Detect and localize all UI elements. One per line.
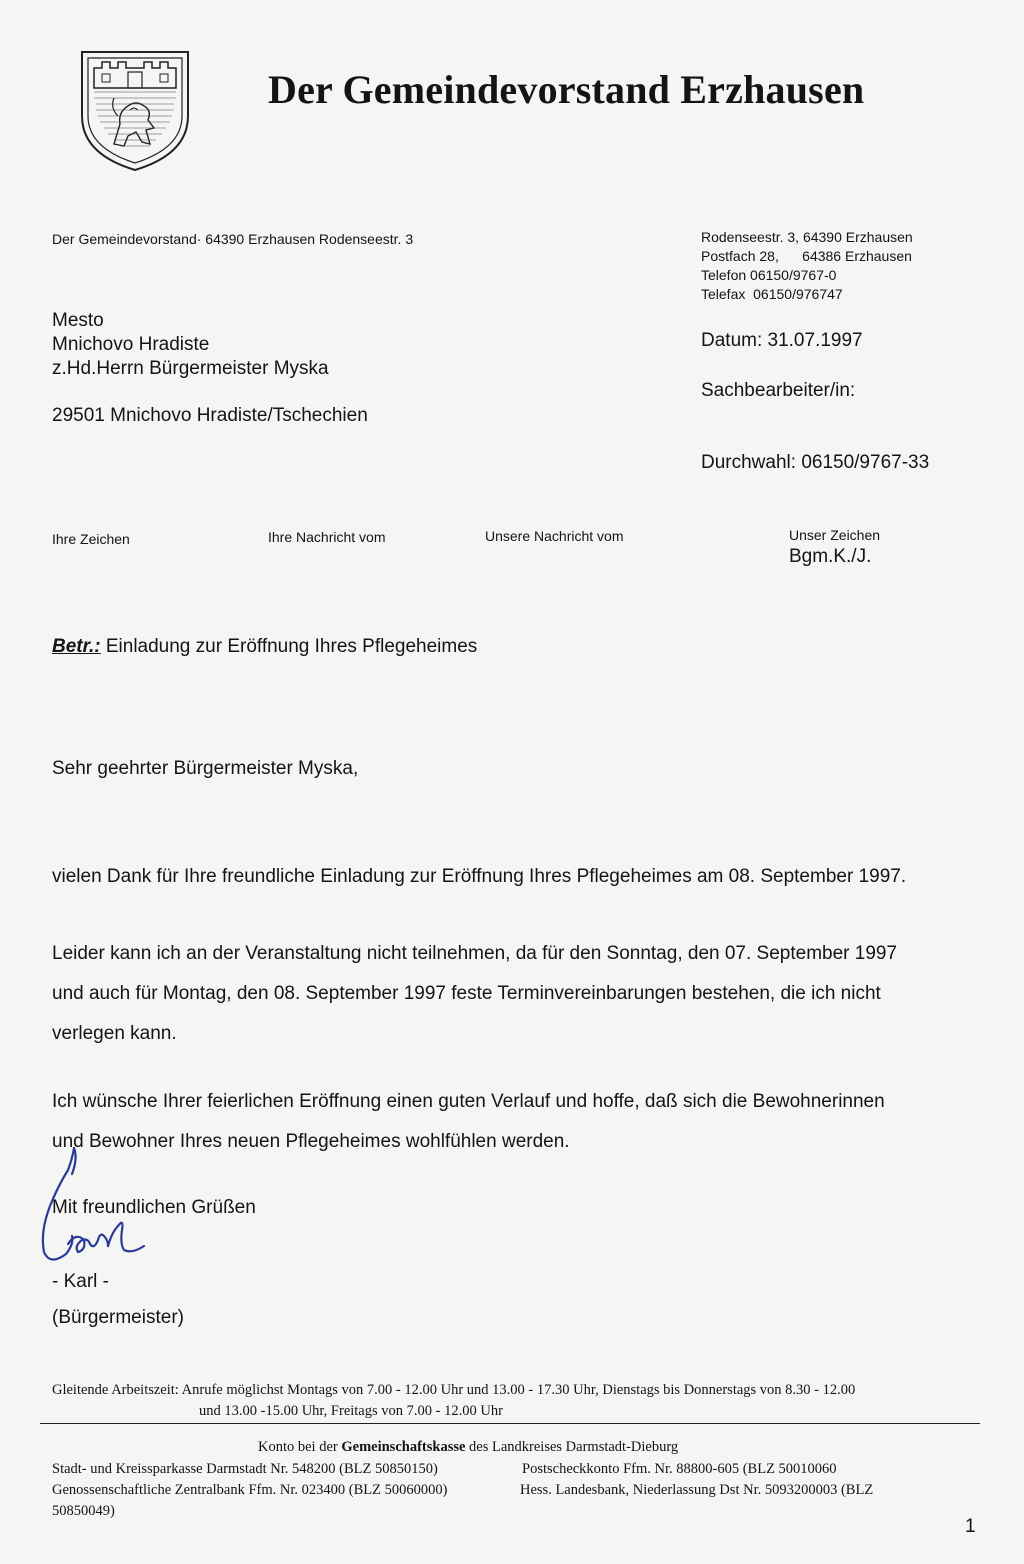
letter-date: Datum: 31.07.1997 bbox=[701, 330, 863, 351]
closing: Mit freundlichen Grüßen bbox=[52, 1197, 256, 1218]
body-line: und auch für Montag, den 08. September 1997 feste Terminvereinbarungen bestehen, die ich nicht bbox=[52, 983, 881, 1004]
recipient-city: 29501 Mnichovo Hradiste/Tschechien bbox=[52, 405, 368, 426]
ref-our-ref-value: Bgm.K./J. bbox=[789, 546, 872, 567]
subject-text: Einladung zur Eröffnung Ihres Pflegeheimes bbox=[100, 636, 478, 657]
body-line: Ich wünsche Ihrer feierlichen Eröffnung einen guten Verlauf und hoffe, daß sich die Bewohnerinnen bbox=[52, 1091, 885, 1112]
bank-account: Stadt- und Kreissparkasse Darmstadt Nr. 548200 (BLZ 50850150) bbox=[52, 1461, 438, 1477]
recipient-address bbox=[52, 309, 329, 381]
body-line: Leider kann ich an der Veranstaltung nicht teilnehmen, da für den Sonntag, den 07. September 1997 bbox=[52, 943, 898, 964]
contact-address: Rodenseestr. 3, 64390 Erzhausen bbox=[701, 229, 913, 245]
body-line: verlegen kann. bbox=[52, 1023, 177, 1044]
bank-account: Genossenschaftliche Zentralbank Ffm. Nr. 023400 (BLZ 50060000) bbox=[52, 1482, 448, 1498]
ref-your-ref-label: Ihre Zeichen bbox=[52, 531, 130, 547]
direct-dial: Durchwahl: 06150/9767-33 bbox=[701, 452, 930, 473]
page-number: 1 bbox=[965, 1516, 976, 1537]
body-paragraph bbox=[52, 1082, 885, 1162]
contact-postbox: Postfach 28, 64386 Erzhausen bbox=[701, 248, 912, 264]
bank-account: Postscheckkonto Ffm. Nr. 88800-605 (BLZ 50010060 bbox=[522, 1461, 837, 1477]
recipient-line: Mesto bbox=[52, 310, 104, 331]
coat-of-arms-icon bbox=[74, 46, 196, 174]
signer-title: (Bürgermeister) bbox=[52, 1307, 184, 1328]
salutation: Sehr geehrter Bürgermeister Myska, bbox=[52, 758, 359, 779]
bank-account: Hess. Landesbank, Niederlassung Dst Nr. 5093200003 (BLZ bbox=[520, 1482, 874, 1498]
sender-return-address: Der Gemeindevorstand· 64390 Erzhausen Rodenseestr. 3 bbox=[52, 231, 414, 247]
ref-our-ref-label: Unser Zeichen bbox=[789, 527, 881, 543]
office-hours: und 13.00 -15.00 Uhr, Freitags von 7.00 - 12.00 Uhr bbox=[199, 1403, 503, 1419]
recipient-line: Mnichovo Hradiste bbox=[52, 334, 210, 355]
body-paragraph: vielen Dank für Ihre freundliche Einladung zur Eröffnung Ihres Pflegeheimes am 08. September 1997. bbox=[52, 866, 907, 887]
signer-name: - Karl - bbox=[52, 1271, 109, 1292]
letterhead-title: Der Gemeindevorstand Erzhausen bbox=[268, 67, 865, 112]
bank-heading bbox=[258, 1439, 678, 1456]
bank-heading-text: Konto bei der bbox=[258, 1439, 342, 1455]
body-line: und Bewohner Ihres neuen Pflegeheimes wohlfühlen werden. bbox=[52, 1131, 570, 1152]
bank-account: 50850049) bbox=[52, 1503, 115, 1519]
ref-your-message-label: Ihre Nachricht vom bbox=[268, 529, 386, 545]
recipient-line: z.Hd.Herrn Bürgermeister Myska bbox=[52, 358, 329, 379]
footer-divider bbox=[40, 1423, 980, 1424]
subject-label: Betr.: bbox=[52, 636, 101, 657]
ref-our-message-label: Unsere Nachricht vom bbox=[485, 528, 624, 544]
clerk-label: Sachbearbeiter/in: bbox=[701, 380, 856, 401]
office-hours: Gleitende Arbeitszeit: Anrufe möglichst Montags von 7.00 - 12.00 Uhr und 13.00 - 17.30 Uhr, Dienstags bis Donnerstags von 8.30 - 12.00 bbox=[52, 1382, 856, 1398]
contact-block bbox=[701, 228, 913, 304]
contact-phone: Telefon 06150/9767-0 bbox=[701, 267, 837, 283]
subject-line bbox=[52, 636, 477, 658]
handwritten-signature bbox=[28, 1140, 148, 1270]
bank-heading-text: des Landkreises Darmstadt-Dieburg bbox=[465, 1439, 679, 1455]
bank-heading-bold: Gemeinschaftskasse bbox=[341, 1439, 466, 1455]
body-paragraph bbox=[52, 934, 897, 1054]
contact-fax: Telefax 06150/976747 bbox=[701, 286, 843, 302]
